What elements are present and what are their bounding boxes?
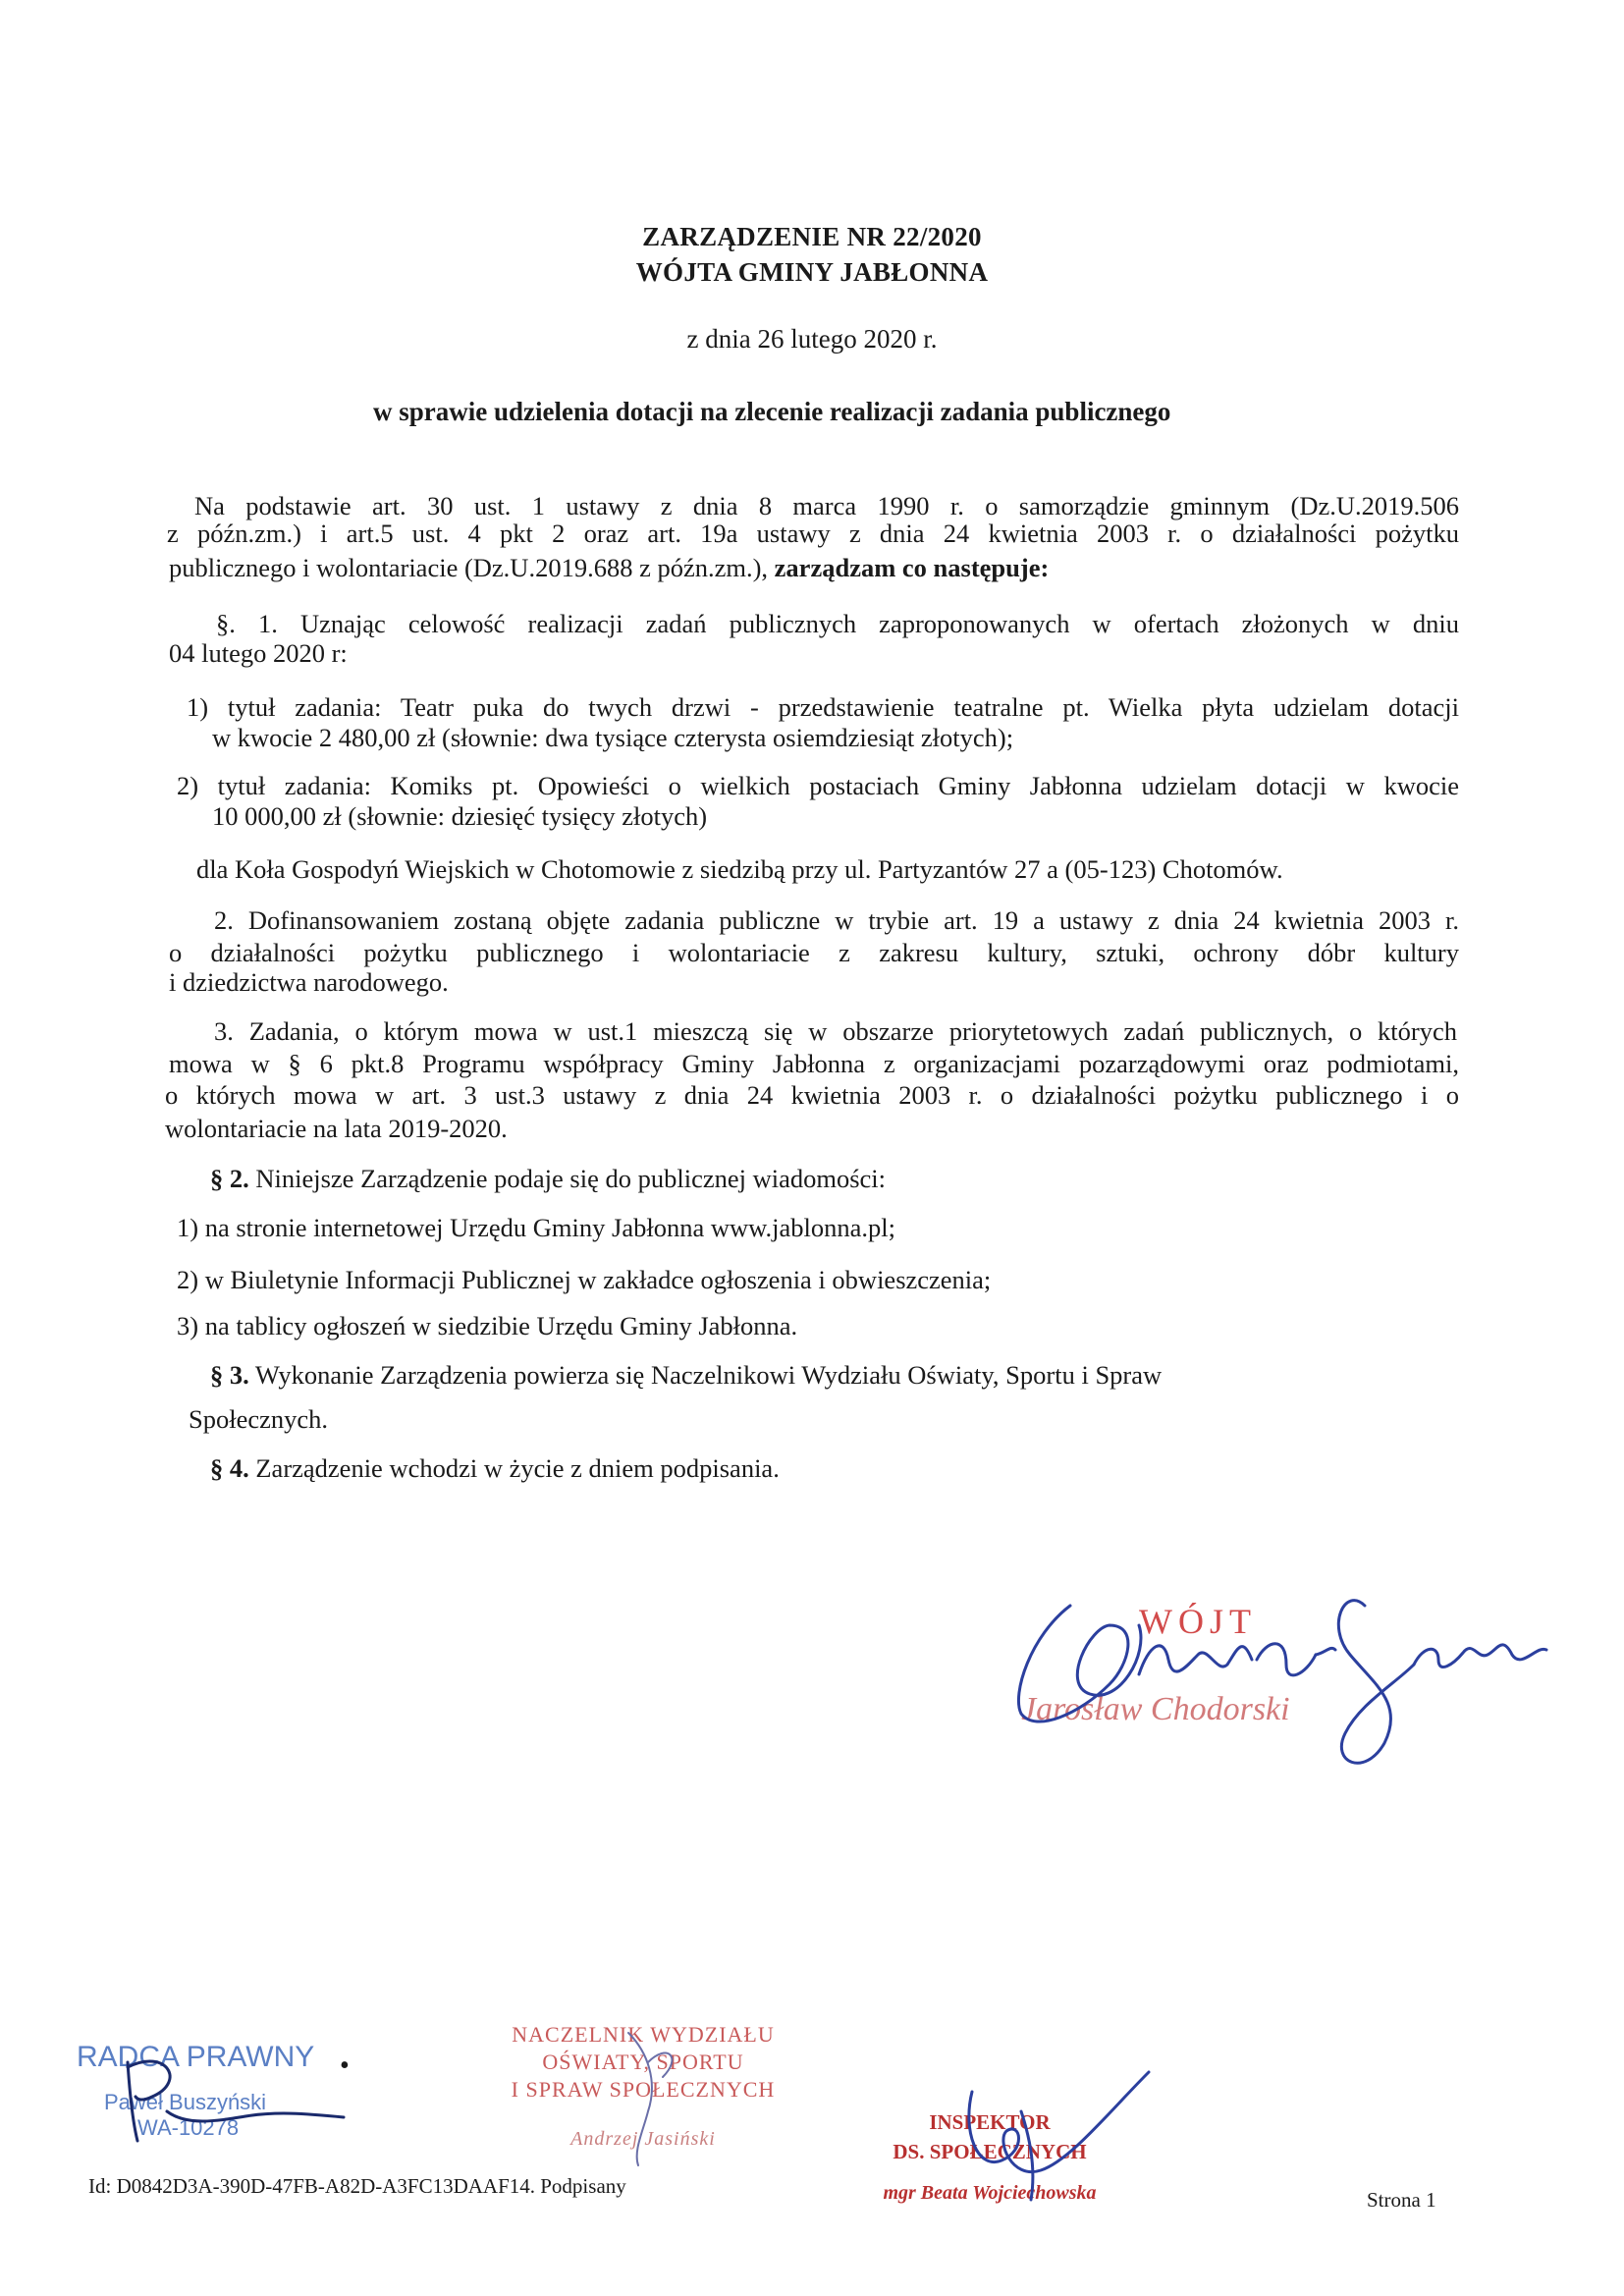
document-subject: w sprawie udzielenia dotacji na zlecenie realizacji zadania publicznego	[373, 397, 1171, 426]
section-3-text: Wykonanie Zarządzenia powierza się Naczelnikowi Wydziału Oświaty, Sportu i Spraw	[248, 1360, 1163, 1390]
inspector-stamp	[862, 2107, 1117, 2208]
document-issuer: WÓJTA GMINY JABŁONNA	[635, 257, 989, 287]
legal-advisor-stamp	[77, 2041, 314, 2141]
preamble-line: Na podstawie art. 30 ust. 1 ustawy z dnia 8 marca 1990 r. o samorządzie gminnym (Dz.U.2019.506	[194, 491, 1459, 520]
document-id: Id: D0842D3A-390D-47FB-A82D-A3FC13DAAF14. Podpisany	[88, 2174, 626, 2198]
section-1-paragraph-3: wolontariacie na lata 2019-2020.	[165, 1114, 508, 1143]
wojt-stamp-title: WÓJT	[1139, 1602, 1257, 1641]
section-3-continuation: Społecznych.	[189, 1404, 329, 1434]
section-1-paragraph-2: i dziedzictwa narodowego.	[169, 967, 449, 997]
section-2-text: Niniejsze Zarządzenie podaje się do publicznej wiadomości:	[248, 1164, 887, 1193]
section-1-paragraph-2: o działalności pożytku publicznego i wolontariacie z zakresu kultury, sztuki, ochrony dóbr kultury	[169, 938, 1459, 967]
document-title: ZARZĄDZENIE NR 22/2020	[642, 222, 982, 251]
legal-advisor-name: Paweł Buszyński	[104, 2090, 267, 2114]
section-1-recipient: dla Koła Gospodyń Wiejskich w Chotomowie z siedzibą przy ul. Partyzantów 27 a (05-123) Chotomów.	[196, 854, 1283, 884]
wojt-signature	[992, 1566, 1581, 1792]
section-1-item: 10 000,00 zł (słownie: dziesięć tysięcy złotych)	[212, 801, 708, 831]
section-3-label: § 3.	[210, 1360, 249, 1390]
inspector-department: DS. SPOŁECZNYCH	[893, 2140, 1087, 2163]
section-4-label: § 4.	[210, 1453, 249, 1483]
preamble-line	[169, 553, 1049, 583]
page-number: Strona 1	[1367, 2188, 1436, 2212]
wojt-stamp-name: Jarosław Chodorski	[1021, 1691, 1290, 1727]
department-head-line: OŚWIATY, SPORTU	[542, 2050, 744, 2074]
section-1-intro: 04 lutego 2020 r:	[169, 638, 348, 668]
section-2-item: 1) na stronie internetowej Urzędu Gminy Jabłonna www.jablonna.pl;	[177, 1213, 895, 1242]
legal-advisor-number: WA-10278	[137, 2115, 240, 2140]
section-3-heading	[210, 1360, 1162, 1391]
section-4-text: Zarządzenie wchodzi w życie z dniem podpisania.	[248, 1453, 780, 1483]
preamble-text: publicznego i wolontariacie (Dz.U.2019.688 z późn.zm.),	[169, 553, 769, 582]
section-2-item: 3) na tablicy ogłoszeń w siedzibie Urzędu Gminy Jabłonna.	[177, 1311, 798, 1340]
section-2-heading	[210, 1164, 886, 1194]
document-date: z dnia 26 lutego 2020 r.	[686, 324, 938, 354]
section-1-paragraph-3: mowa w § 6 pkt.8 Programu współpracy Gminy Jabłonna z organizacjami pozarządowymi oraz podmiotami,	[169, 1049, 1459, 1078]
section-2-item: 2) w Biuletynie Informacji Publicznej w zakładce ogłoszenia i obwieszczenia;	[177, 1265, 992, 1294]
legal-advisor-title: RADCA PRAWNY	[77, 2041, 315, 2073]
section-2-label: § 2.	[210, 1164, 249, 1193]
section-4-heading	[210, 1453, 780, 1484]
inspector-name: mgr Beata Wojciechowska	[883, 2182, 1097, 2204]
department-head-name: Andrzej Jasiński	[570, 2128, 716, 2150]
inspector-title: INSPEKTOR	[929, 2110, 1051, 2134]
section-1-paragraph-3: 3. Zadania, o którym mowa w ust.1 mieszczą się w obszarze priorytetowych zadań publicznych, o których	[214, 1016, 1457, 1046]
department-head-stamp	[486, 2021, 800, 2153]
department-head-line: NACZELNIK WYDZIAŁU	[512, 2022, 775, 2047]
section-1-item: 2) tytuł zadania: Komiks pt. Opowieści o wielkich postaciach Gminy Jabłonna udzielam dotacji w kwocie	[177, 771, 1459, 800]
section-1-item: w kwocie 2 480,00 zł (słownie: dwa tysiące czterysta osiemdziesiąt złotych);	[212, 723, 1014, 752]
department-head-line: I SPRAW SPOŁECZNYCH	[511, 2077, 776, 2102]
dot-mark: •	[340, 2050, 350, 2081]
preamble-bold: zarządzam co następuje:	[774, 553, 1050, 582]
section-1-intro: §. 1. Uznając celowość realizacji zadań publicznych zaproponowanych w ofertach złożonych w dniu	[216, 609, 1459, 638]
section-1-paragraph-2: 2. Dofinansowaniem zostaną objęte zadania publiczne w trybie art. 19 a ustawy z dnia 24 kwietnia 2003 r.	[214, 905, 1459, 935]
section-1-item: 1) tytuł zadania: Teatr puka do twych drzwi - przedstawienie teatralne pt. Wielka płyta udzielam dotacji	[187, 692, 1459, 722]
section-1-paragraph-3: o których mowa w art. 3 ust.3 ustawy z dnia 24 kwietnia 2003 r. o działalności pożytku publicznego i o	[165, 1080, 1459, 1110]
preamble-line: z późn.zm.) i art.5 ust. 4 pkt 2 oraz art. 19a ustawy z dnia 24 kwietnia 2003 r. o działalności pożytku	[167, 519, 1459, 548]
